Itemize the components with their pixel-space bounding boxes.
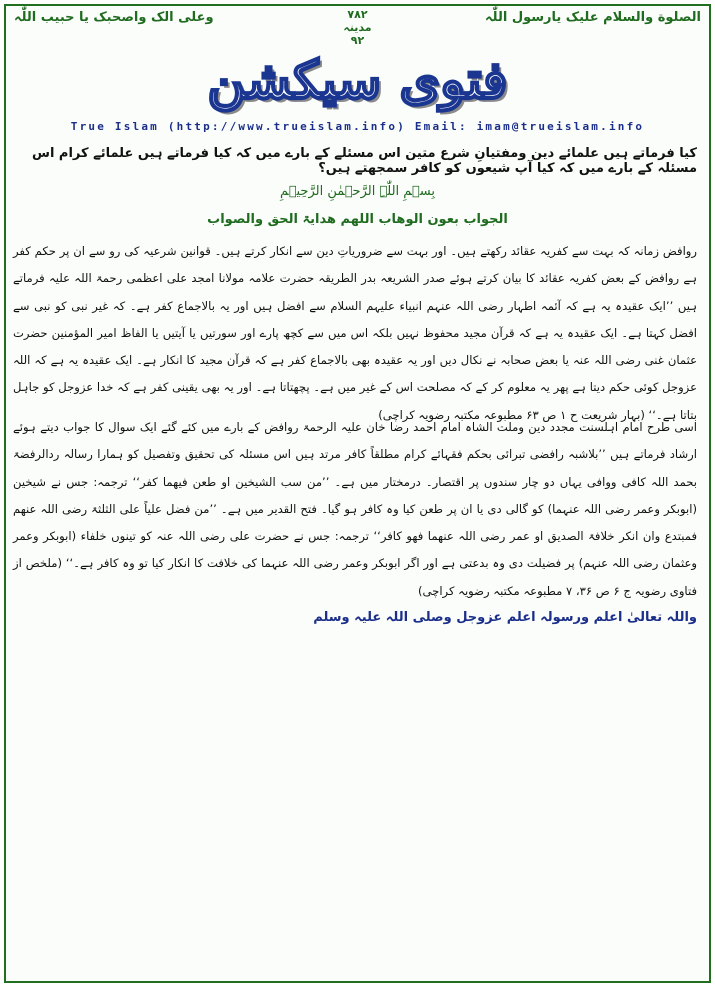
answer-paragraph-2: اسی طرح امام اہلسنت مجدد دین وملت الشاہ امام احمد رضا خان علیہ الرحمۃ روافض کے بارے میں کئے گئے ایک سوال کا جواب دیتے ہوئے ارشاد فرماتے ہیں ’’بلاشبہ رافضی تبرائی بحکم فقہائے کرام مطلقاً کافر مرتد ہیں اس مسئلہ کی تحقیق وتفصیل کو ہمارا رسالہ ردالرفضۃ بحمد اللہ کافی ووافی یہاں دو چار سندوں پر اقتصار۔ درمختار میں ہے۔ ’’من سب الشیخین او طعن فیھما کفر‘‘ ترجمہ: جس نے شیخین (ابوبکر وعمر رضی اللہ عنہما) کو گالی دی یا ان پر طعن کیا وہ کافر ہو گیا۔ فتح القدیر میں ہے۔ ’’من فضل علیاً علی الثلثۃ رضی اللہ عنھم فمبتدع وان انکر خلافۃ الصدیق او عمر رضی اللہ عنھما فھو کافر‘‘ ترجمہ: جس نے حضرت علی رضی اللہ عنہ کو تینوں خلفاء (ابوبکر وعمر وعثمان رضی اللہ عنہم) پر فضیلت دی وہ بدعتی ہے اور اگر ابوبکر وعمر رضی اللہ عنہما کی خلافت کا انکار کیا تو وہ کافر ہے۔‘‘ (ملخص از فتاوی رضویہ ج ۶ ص ۳۶، ۷ مطبوعہ مکتبہ رضویہ کراچی) <box>13 420 697 598</box>
salutation-left: وعلی الک واصحبک یا حبیب اللّٰہ <box>14 10 214 25</box>
issue-line-2: مدینہ <box>343 21 372 34</box>
closing-line: واللہ تعالیٰ اعلم ورسولہ اعلم عزوجل وصلی اللہ علیہ وسلم <box>313 610 697 625</box>
issue-line-3: ۹۲ <box>350 34 365 47</box>
salutation-right: الصلوة والسلام علیک یارسول اللّٰہ <box>485 10 701 25</box>
issue-line-1: ۷۸۲ <box>347 8 368 21</box>
page-title: فتوی سیکشن <box>207 50 508 111</box>
answer-paragraph-1: روافض زمانہ کہ بہت سے کفریہ عقائد رکھتے ہیں۔ اور بہت سے ضروریاتِ دین سے انکار کرتے ہیں۔ قوانین شرعیہ کی رو سے ان پر حکم کفر ہے روافض کے بعض کفریہ عقائد کا بیان کرتے ہوئے صدر الشریعہ بدر الطریقہ حضرت علامہ مولانا امجد علی اعظمی رحمۃ اللہ علیہ فرماتے ہیں ’’ایک عقیدہ یہ ہے کہ آئمہ اطہار رضی اللہ عنہم انبیاء علیہم السلام سے افضل ہیں اور یہ بالاجماع کفر ہے۔ کہ غیر نبی کو نبی سے افضل کہتا ہے۔ ایک عقیدہ یہ ہے کہ قرآن مجید محفوظ نہیں بلکہ اس میں سے کچھ پارے اور سورتیں یا آیتیں یا الفاظ امیر المؤمنین حضرت عثمان غنی رضی اللہ عنہ یا بعض صحابہ نے نکال دیں اور یہ عقیدہ بھی بالاجماع کفر ہے کہ قرآن مجید کا انکار ہے۔ ایک عقیدہ یہ ہے کہ اللہ عزوجل کوئی حکم دیتا ہے پھر یہ معلوم کر کے کہ مصلحت اس کے غیر میں ہے۔ پچھتاتا ہے۔ اور یہ بھی یقینی کفر ہے کہ خدا عزوجل کو جاہل بتاتا ہے۔‘‘ (بہار شریعت ح ۱ ص ۶۳ مطبوعہ مکتبہ رضویہ کراچی) <box>13 244 697 422</box>
contact-line: True Islam (http://www.trueislam.info) Email: imam@trueislam.info <box>70 120 645 133</box>
bismillah: بِسۡمِ اللّٰہِ الرَّحۡمٰنِ الرَّحِیۡمِ <box>280 184 435 199</box>
answer-heading: الجواب بعون الوھاب اللھم ھدایۃ الحق والصواب <box>207 212 508 227</box>
question-text: کیا فرماتے ہیں علمائے دین ومفتیانِ شرع متین اس مسئلے کے بارے میں کہ کیا فرماتے ہیں علمائے کرام اس مسئلہ کے بارے میں کہ کیا آپ شیعوں کو کافر سمجھتے ہیں؟ <box>32 146 697 176</box>
fatwa-page <box>4 4 711 983</box>
